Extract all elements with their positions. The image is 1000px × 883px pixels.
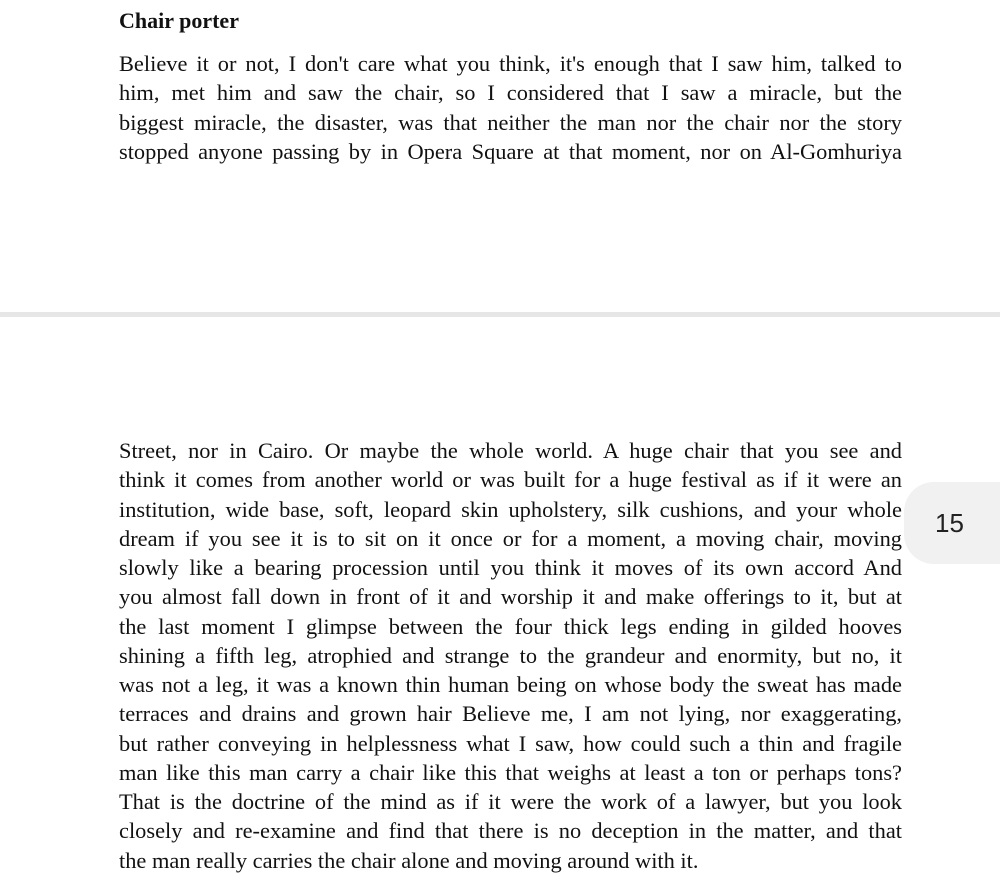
- page-top: [0, 0, 1000, 312]
- text-line: was not a leg, it was a known thin human being on whose body the sweat has made: [119, 672, 902, 697]
- page-title: Chair porter: [119, 8, 239, 33]
- text-line: but rather conveying in helplessness what I saw, how could such a thin and fragile: [119, 730, 902, 756]
- text-line: terraces and drains and grown hair Believe me, I am not lying, nor exaggerating,: [119, 701, 902, 727]
- text-line: think it comes from another world or was built for a huge festival as if it were an: [119, 467, 902, 493]
- text-line: Believe it or not, I don't care what you think, it's enough that I saw him, talked to: [119, 51, 902, 76]
- text-line: the man really carries the chair alone and moving around with it.: [119, 847, 699, 873]
- text-line: closely and re-examine and find that there is no deception in the matter, and that: [119, 818, 902, 844]
- text-line: man like this man carry a chair like this that weighs at least a ton or perhaps tons?: [119, 759, 902, 785]
- text-line: institution, wide base, soft, leopard skin upholstery, silk cushions, and your whole: [119, 496, 902, 522]
- page-number-badge: [904, 482, 1000, 564]
- text-line: shining a fifth leg, atrophied and strange to the grandeur and enormity, but no, it: [119, 642, 902, 668]
- text-line: him, met him and saw the chair, so I considered that I saw a miracle, but the: [119, 80, 902, 106]
- text-line: Street, nor in Cairo. Or maybe the whole world. A huge chair that you see and: [119, 438, 902, 463]
- text-line: dream if you see it is to sit on it once or for a moment, a moving chair, moving: [119, 525, 902, 551]
- page-number: 15: [935, 507, 964, 538]
- text-line: That is the doctrine of the mind as if it were the work of a lawyer, but you look: [119, 789, 902, 814]
- text-line: you almost fall down in front of it and worship it and make offerings to it, but at: [119, 584, 902, 610]
- paragraph-2: [119, 436, 902, 875]
- text-line: biggest miracle, the disaster, was that neither the man nor the chair nor the story: [119, 109, 902, 135]
- text-line: slowly like a bearing procession until you think it moves of its own accord And: [119, 555, 902, 580]
- paragraph-1: [119, 49, 902, 166]
- text-line: the last moment I glimpse between the four thick legs ending in gilded hooves: [119, 613, 902, 639]
- text-line: stopped anyone passing by in Opera Square at that moment, nor on Al-Gomhuriya: [119, 138, 902, 164]
